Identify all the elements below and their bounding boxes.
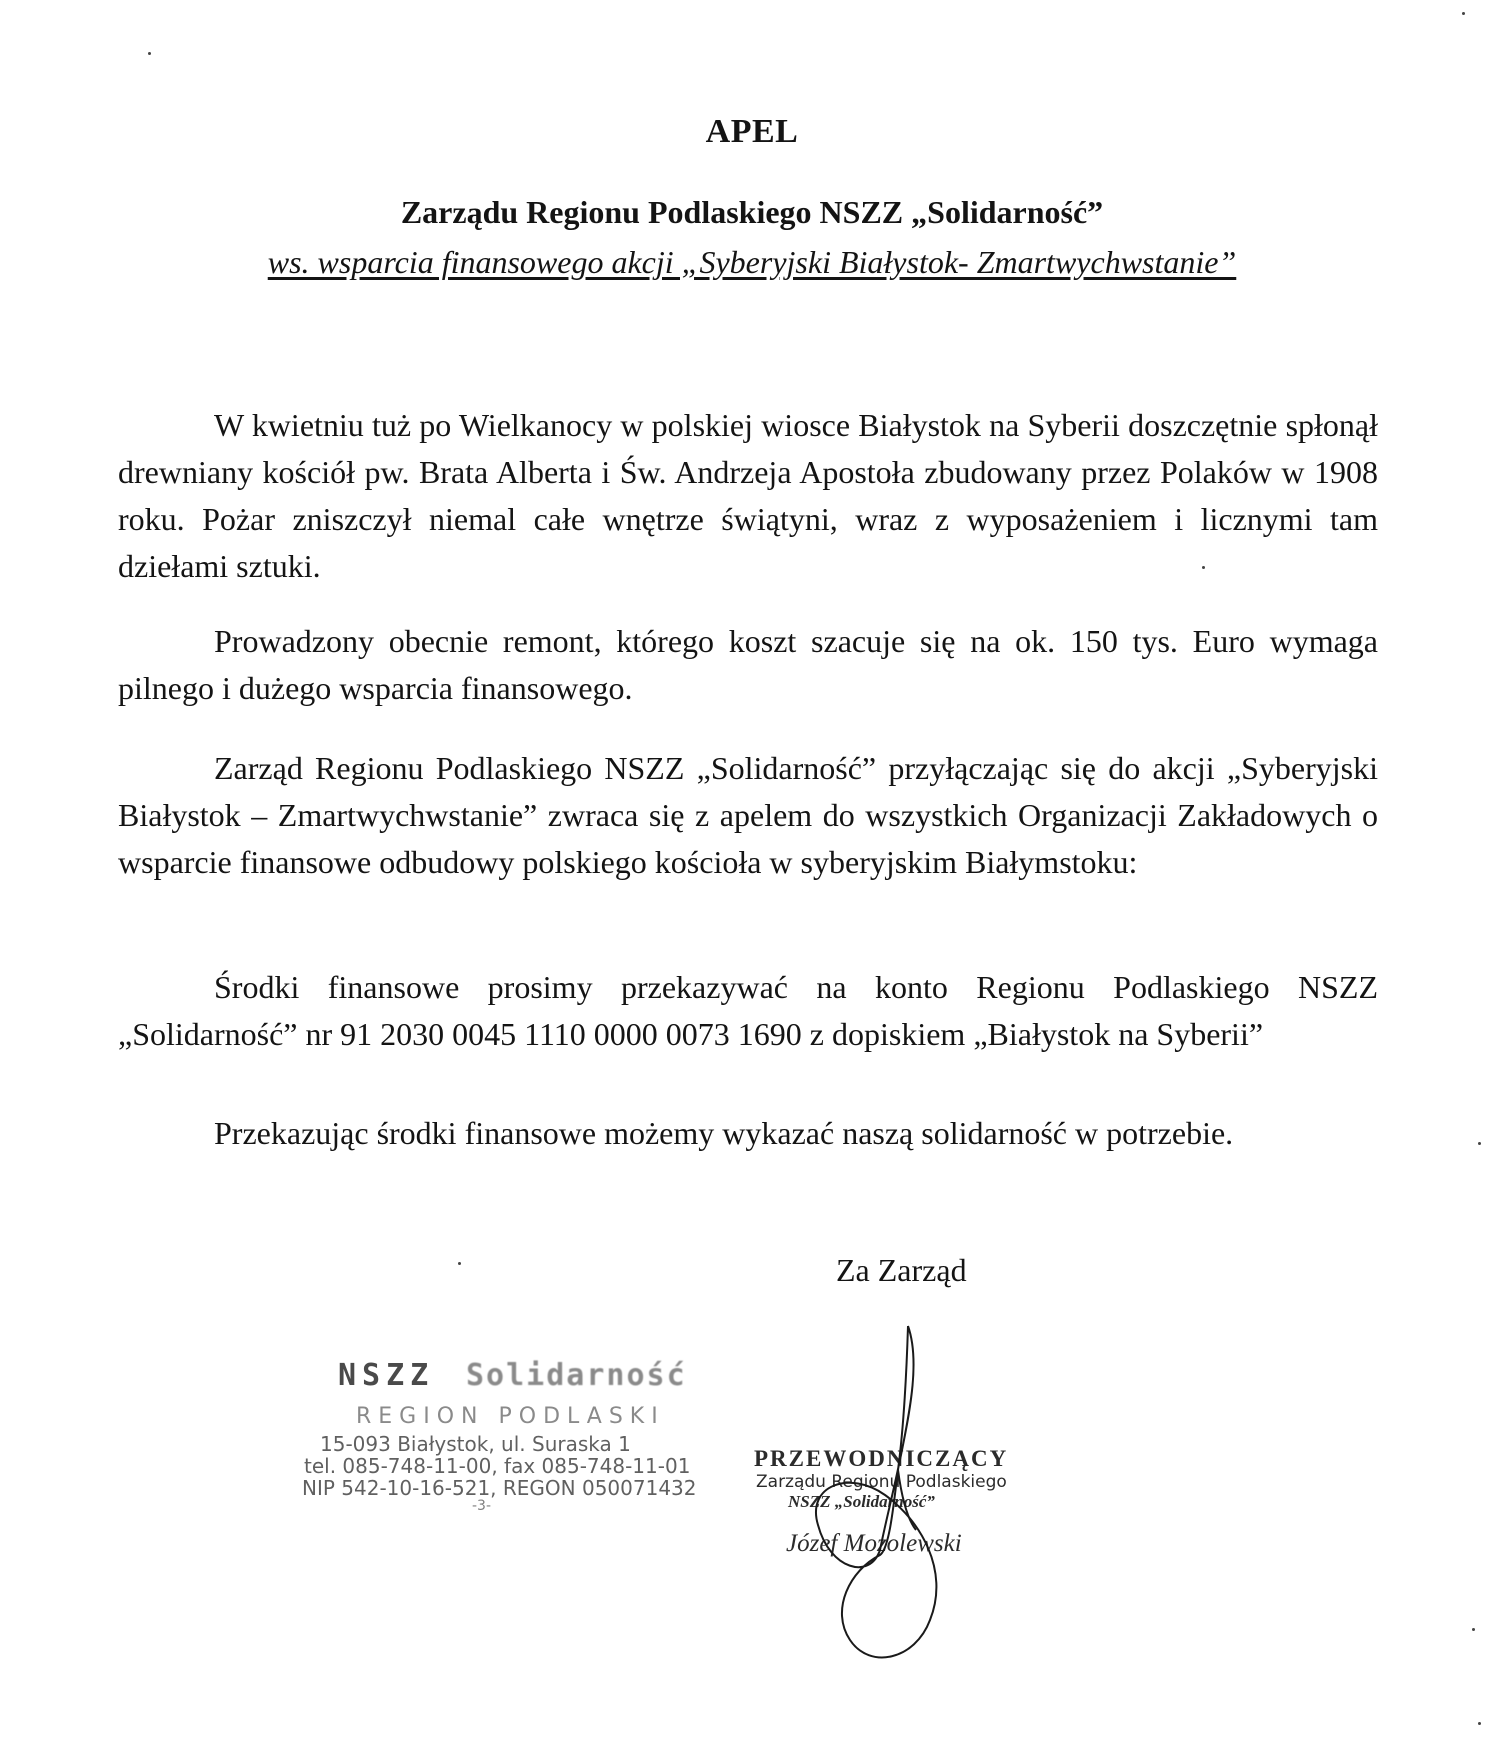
- stamp-line: Józef Mozolewski: [786, 1530, 962, 1557]
- scan-speck: [148, 52, 151, 55]
- stamp-line: -3-: [472, 1498, 492, 1514]
- scan-speck: [1478, 1722, 1481, 1725]
- paragraph-text: Przekazując środki finansowe możemy wykazać naszą solidarność w potrzebie.: [214, 1115, 1234, 1151]
- scan-speck: [1472, 1628, 1475, 1631]
- stamp-line: NIP 542-10-16-521, REGON 050071432: [302, 1476, 697, 1500]
- document-title: APEL: [705, 113, 799, 150]
- paragraph-5: [118, 1110, 1378, 1157]
- stamp-line: REGION PODLASKI: [356, 1404, 665, 1429]
- signature-label: Za Zarząd: [836, 1252, 967, 1288]
- stamp-line: NSZZ: [338, 1358, 435, 1393]
- organization-stamp: [296, 1358, 716, 1548]
- paragraph-text: Zarząd Regionu Podlaskiego NSZZ „Solidarność” przyłączając się do akcji „Syberyjski Białystok – Zmartwychwstanie” zwraca się z apelem do wszystkich Organizacji Zakładowych o wsparcie finansowe odbudowy polskiego kościoła w syberyjskim Białymstoku:: [118, 750, 1378, 880]
- handwritten-signature: [790, 1320, 970, 1680]
- scan-speck: [1462, 12, 1465, 15]
- document-subject: ws. wsparcia finansowego akcji „Syberyjski Białystok- Zmartwychwstanie”: [267, 244, 1237, 280]
- stamp-line: NSZZ „Solidarność”: [788, 1492, 935, 1511]
- paragraph-text: Prowadzony obecnie remont, którego koszt szacuje się na ok. 150 tys. Euro wymaga pilnego i dużego wsparcia finansowego.: [118, 623, 1378, 706]
- paragraph-text: W kwietniu tuż po Wielkanocy w polskiej wiosce Białystok na Syberii doszczętnie spłonął drewniany kościół pw. Brata Alberta i Św. Andrzeja Apostoła zbudowany przez Polaków w 1908 roku. Pożar zniszczył niemal całe wnętrze świątyni, wraz z wyposażeniem i licznymi tam dziełami sztuki.: [118, 407, 1378, 584]
- paragraph-text: Środki finansowe prosimy przekazywać na konto Regionu Podlaskiego NSZZ „Solidarność” nr 91 2030 0045 1110 0000 0073 1690 z dopiskiem „Białystok na Syberii”: [118, 969, 1378, 1052]
- stamp-line: 15-093 Białystok, ul. Suraska 1: [320, 1432, 631, 1456]
- scan-speck: [458, 1262, 461, 1265]
- document-subtitle: Zarządu Regionu Podlaskiego NSZZ „Solidarność”: [400, 194, 1104, 230]
- paragraph-3: [118, 745, 1378, 886]
- stamp-line: Solidarność: [466, 1358, 687, 1393]
- stamp-line: Zarządu Regionu Podlaskiego: [756, 1472, 1007, 1492]
- stamp-line: PRZEWODNICZĄCY: [754, 1446, 1009, 1471]
- paragraph-2: [118, 618, 1378, 712]
- paragraph-1: [118, 402, 1378, 590]
- scan-speck: [1478, 1142, 1481, 1145]
- scan-speck: [1202, 566, 1205, 569]
- stamp-line: tel. 085-748-11-00, fax 085-748-11-01: [304, 1454, 691, 1478]
- paragraph-4: [118, 964, 1378, 1058]
